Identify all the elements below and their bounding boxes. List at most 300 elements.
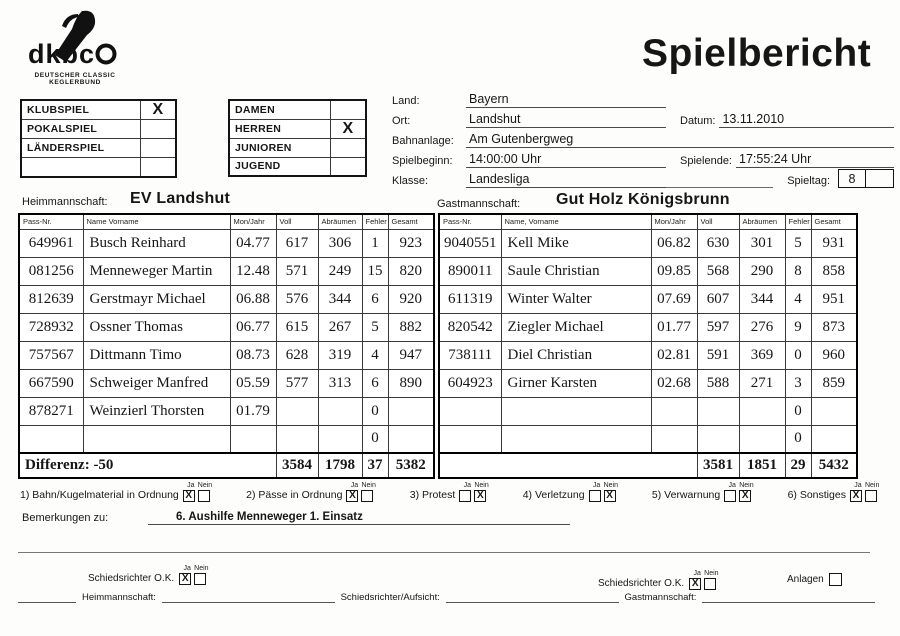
table-row bbox=[439, 425, 857, 453]
datum-value: 13.11.2010 bbox=[719, 112, 894, 128]
cell-ges: 873 bbox=[811, 313, 857, 341]
checkbox-boxes bbox=[850, 490, 880, 502]
nein-mini-label: Nein bbox=[704, 570, 719, 577]
column-header: Name Vorname bbox=[83, 214, 230, 229]
home-score-table bbox=[18, 213, 435, 479]
total-abraeumen: 1798 bbox=[318, 453, 362, 478]
cell-feh: 4 bbox=[785, 285, 811, 313]
differenz-cell: Differenz: -50 bbox=[19, 453, 276, 478]
cell-name: Gerstmayr Michael bbox=[83, 285, 230, 313]
ja-checkbox[interactable] bbox=[589, 490, 601, 502]
signature-line-referee[interactable] bbox=[446, 591, 619, 603]
question-item-2 bbox=[246, 482, 376, 502]
cell-abr bbox=[318, 397, 362, 425]
total-abraeumen: 1851 bbox=[739, 453, 785, 478]
bahnanlage-label: Bahnanlage: bbox=[392, 135, 454, 147]
cell-ges: 859 bbox=[811, 369, 857, 397]
ja-mini-label: Ja bbox=[592, 482, 601, 489]
table-row bbox=[19, 397, 434, 425]
cell-name: Kell Mike bbox=[501, 229, 651, 257]
row-label: JUGEND bbox=[229, 157, 331, 176]
cell-pass: 738111 bbox=[439, 341, 501, 369]
ja-nein-checkbox-pair bbox=[183, 482, 213, 502]
divider bbox=[666, 178, 773, 188]
logo-text-line2: KEGLERBUND bbox=[49, 79, 101, 86]
cell-name bbox=[501, 425, 651, 453]
cell-name bbox=[501, 397, 651, 425]
cell-feh: 1 bbox=[362, 229, 388, 257]
row-checkbox-cell[interactable] bbox=[331, 157, 366, 176]
land-label: Land: bbox=[392, 95, 420, 107]
cell-abr: 249 bbox=[318, 257, 362, 285]
question-item-4 bbox=[523, 482, 619, 502]
cell-pass: 604923 bbox=[439, 369, 501, 397]
ja-checkbox[interactable] bbox=[724, 490, 736, 502]
bahnanlage-value: Am Gutenbergweg bbox=[466, 132, 894, 148]
ja-nein-mini-labels bbox=[689, 570, 719, 578]
cell-voll: 568 bbox=[697, 257, 739, 285]
anlagen-row bbox=[787, 573, 842, 586]
table-row bbox=[19, 425, 434, 453]
total-voll: 3581 bbox=[697, 453, 739, 478]
cell-mon: 02.68 bbox=[651, 369, 697, 397]
totals-row bbox=[19, 453, 434, 478]
referee-ok-left bbox=[88, 565, 209, 585]
info-row-spielbeginn bbox=[392, 150, 894, 168]
cell-ges: 923 bbox=[388, 229, 434, 257]
cell-pass: 820542 bbox=[439, 313, 501, 341]
question-label: 3) Protest bbox=[409, 489, 456, 501]
kegler-pin-icon bbox=[20, 10, 124, 72]
referee-ok-right bbox=[598, 570, 719, 590]
remarks-label: Bemerkungen zu: bbox=[22, 512, 109, 524]
question-label: 4) Verletzung bbox=[522, 489, 585, 501]
checkbox-table-row bbox=[21, 158, 176, 177]
home-team-label: Heimmannschaft: bbox=[22, 196, 108, 208]
guest-score-table bbox=[438, 213, 858, 479]
row-label: HERREN bbox=[229, 119, 331, 138]
cell-ges bbox=[388, 397, 434, 425]
spieltag-value: 8 bbox=[839, 170, 866, 187]
signature-line-guest[interactable] bbox=[702, 591, 875, 603]
cell-pass: 812639 bbox=[19, 285, 83, 313]
checkbox-table-row bbox=[21, 100, 176, 120]
cell-abr bbox=[318, 425, 362, 453]
spieltag-box bbox=[838, 169, 894, 188]
cell-abr: 344 bbox=[739, 285, 785, 313]
cell-feh: 15 bbox=[362, 257, 388, 285]
nein-checkbox[interactable]: X bbox=[739, 490, 751, 502]
checkbox-table-row bbox=[229, 119, 366, 138]
sign-referee-label: Schiedsrichter/Aufsicht: bbox=[340, 592, 440, 603]
dkbc-logo bbox=[20, 10, 140, 86]
questions-row bbox=[20, 482, 880, 502]
land-value: Bayern bbox=[466, 92, 666, 108]
signature-row bbox=[18, 591, 875, 603]
nein-checkbox[interactable] bbox=[865, 490, 877, 502]
row-checkbox-cell[interactable] bbox=[331, 138, 366, 157]
cell-pass: 649961 bbox=[19, 229, 83, 257]
cell-mon: 01.77 bbox=[651, 313, 697, 341]
cell-feh: 6 bbox=[362, 285, 388, 313]
cell-feh: 9 bbox=[785, 313, 811, 341]
signature-line-home[interactable] bbox=[162, 591, 335, 603]
ort-label: Ort: bbox=[392, 115, 411, 127]
spielende-value: 17:55:24 Uhr bbox=[736, 152, 894, 168]
signature-line bbox=[18, 591, 76, 603]
row-checkbox-cell[interactable]: X bbox=[331, 119, 366, 138]
column-header: Voll bbox=[276, 214, 318, 229]
cell-ges: 890 bbox=[388, 369, 434, 397]
anlagen-checkbox[interactable] bbox=[829, 573, 842, 586]
cell-ges: 951 bbox=[811, 285, 857, 313]
datum-label: Datum: bbox=[680, 115, 716, 127]
cell-voll: 617 bbox=[276, 229, 318, 257]
nein-mini-label: Nein bbox=[361, 482, 376, 489]
cell-feh: 0 bbox=[362, 397, 388, 425]
checkbox-boxes bbox=[183, 490, 213, 502]
nein-checkbox[interactable] bbox=[704, 578, 716, 590]
cell-pass: 757567 bbox=[19, 341, 83, 369]
nein-checkbox[interactable] bbox=[198, 490, 210, 502]
cell-ges bbox=[811, 425, 857, 453]
score-tables bbox=[18, 213, 858, 479]
checkbox-boxes bbox=[346, 490, 376, 502]
cell-name: Dittmann Timo bbox=[83, 341, 230, 369]
checkbox-boxes bbox=[689, 578, 719, 590]
sign-home-label: Heimmannschaft: bbox=[82, 592, 156, 603]
column-header: Gesamt bbox=[388, 214, 434, 229]
table-row bbox=[439, 313, 857, 341]
cell-voll: 615 bbox=[276, 313, 318, 341]
column-header: Abräumen bbox=[739, 214, 785, 229]
category-table bbox=[228, 99, 367, 177]
spieltag-empty-cell bbox=[866, 170, 893, 187]
nein-checkbox[interactable]: X bbox=[474, 490, 486, 502]
total-gesamt: 5382 bbox=[388, 453, 434, 478]
cell-mon bbox=[651, 397, 697, 425]
table-row bbox=[439, 229, 857, 257]
referee-ok-right-label: Schiedsrichter O.K. bbox=[598, 578, 685, 589]
question-label: 2) Pässe in Ordnung bbox=[246, 489, 343, 501]
cell-name: Diel Christian bbox=[501, 341, 651, 369]
cell-voll: 607 bbox=[697, 285, 739, 313]
table-row bbox=[439, 397, 857, 425]
cell-voll bbox=[276, 397, 318, 425]
row-label: JUNIOREN bbox=[229, 138, 331, 157]
column-header: Voll bbox=[697, 214, 739, 229]
cell-feh: 5 bbox=[362, 313, 388, 341]
cell-voll: 576 bbox=[276, 285, 318, 313]
cell-abr: 369 bbox=[739, 341, 785, 369]
cell-mon: 07.69 bbox=[651, 285, 697, 313]
match-info bbox=[392, 90, 894, 190]
cell-mon bbox=[651, 425, 697, 453]
cell-abr bbox=[739, 397, 785, 425]
cell-pass: 9040551 bbox=[439, 229, 501, 257]
cell-ges: 882 bbox=[388, 313, 434, 341]
ja-nein-checkbox-pair bbox=[689, 570, 719, 590]
cell-voll: 630 bbox=[697, 229, 739, 257]
ja-checkbox[interactable]: X bbox=[346, 490, 358, 502]
cell-name: Schweiger Manfred bbox=[83, 369, 230, 397]
info-row-bahnanlage bbox=[392, 130, 894, 148]
checkbox-table-row bbox=[21, 120, 176, 139]
page-title: Spielbericht bbox=[642, 32, 872, 75]
ja-checkbox[interactable]: X bbox=[179, 573, 191, 585]
cell-mon: 01.79 bbox=[230, 397, 276, 425]
ja-nein-mini-labels bbox=[724, 482, 754, 490]
nein-mini-label: Nein bbox=[864, 482, 880, 489]
cell-ges bbox=[811, 397, 857, 425]
cell-ges: 858 bbox=[811, 257, 857, 285]
cell-feh: 4 bbox=[362, 341, 388, 369]
home-team-name: EV Landshut bbox=[130, 190, 230, 207]
table-row bbox=[439, 341, 857, 369]
cell-voll bbox=[276, 425, 318, 453]
cell-mon: 02.81 bbox=[651, 341, 697, 369]
row-label: LÄNDERSPIEL bbox=[21, 139, 141, 158]
spielbeginn-label: Spielbeginn: bbox=[392, 155, 453, 167]
cell-ges: 920 bbox=[388, 285, 434, 313]
ja-nein-mini-labels bbox=[589, 482, 619, 490]
column-header: Name, Vorname bbox=[501, 214, 651, 229]
ja-checkbox[interactable] bbox=[459, 490, 471, 502]
cell-mon: 06.88 bbox=[230, 285, 276, 313]
cell-feh: 0 bbox=[785, 341, 811, 369]
blank-remarks-line bbox=[18, 541, 870, 553]
cell-name: Weinzierl Thorsten bbox=[83, 397, 230, 425]
cell-pass bbox=[19, 425, 83, 453]
ja-checkbox[interactable]: X bbox=[689, 578, 701, 590]
cell-name: Busch Reinhard bbox=[83, 229, 230, 257]
spieltag-label: Spieltag: bbox=[787, 175, 830, 187]
ja-nein-checkbox-pair bbox=[589, 482, 619, 502]
cell-voll: 577 bbox=[276, 369, 318, 397]
ja-mini-label: Ja bbox=[854, 482, 862, 489]
match-type-table bbox=[20, 99, 177, 178]
checkbox-boxes bbox=[589, 490, 619, 502]
cell-voll: 571 bbox=[276, 257, 318, 285]
checkbox-table-row bbox=[21, 139, 176, 158]
cell-abr: 313 bbox=[318, 369, 362, 397]
cell-feh: 0 bbox=[785, 425, 811, 453]
column-header: Fehler bbox=[785, 214, 811, 229]
row-label: POKALSPIEL bbox=[21, 120, 141, 139]
cell-name bbox=[83, 425, 230, 453]
nein-mini-label: Nein bbox=[194, 565, 209, 572]
ort-value: Landshut bbox=[466, 112, 666, 128]
nein-checkbox[interactable] bbox=[194, 573, 206, 585]
cell-pass bbox=[439, 425, 501, 453]
cell-voll: 597 bbox=[697, 313, 739, 341]
cell-ges: 931 bbox=[811, 229, 857, 257]
ja-nein-checkbox-pair bbox=[179, 565, 209, 585]
cell-ges: 960 bbox=[811, 341, 857, 369]
ja-nein-mini-labels bbox=[459, 482, 489, 490]
ja-nein-checkbox-pair bbox=[459, 482, 489, 502]
cell-mon: 12.48 bbox=[230, 257, 276, 285]
question-item-6 bbox=[788, 482, 880, 502]
nein-mini-label: Nein bbox=[603, 482, 618, 489]
cell-abr: 344 bbox=[318, 285, 362, 313]
ja-nein-mini-labels bbox=[183, 482, 213, 490]
anlagen-label: Anlagen bbox=[787, 574, 824, 585]
klasse-value: Landesliga bbox=[466, 172, 666, 188]
totals-row bbox=[439, 453, 857, 478]
table-row bbox=[439, 369, 857, 397]
column-header: Pass-Nr. bbox=[439, 214, 501, 229]
cell-abr: 319 bbox=[318, 341, 362, 369]
ja-checkbox[interactable]: X bbox=[850, 490, 862, 502]
question-label: 1) Bahn/Kugelmaterial in Ordnung bbox=[20, 489, 179, 501]
table-row bbox=[19, 229, 434, 257]
nein-checkbox[interactable]: X bbox=[604, 490, 616, 502]
cell-pass: 611319 bbox=[439, 285, 501, 313]
cell-pass: 667590 bbox=[19, 369, 83, 397]
checkbox-boxes bbox=[724, 490, 754, 502]
ja-mini-label: Ja bbox=[350, 482, 359, 489]
nein-checkbox[interactable] bbox=[361, 490, 373, 502]
ja-mini-label: Ja bbox=[728, 482, 736, 489]
cell-voll bbox=[697, 425, 739, 453]
cell-voll bbox=[697, 397, 739, 425]
ja-nein-checkbox-pair bbox=[346, 482, 376, 502]
table-row bbox=[439, 285, 857, 313]
cell-voll: 628 bbox=[276, 341, 318, 369]
cell-abr: 271 bbox=[739, 369, 785, 397]
checkbox-table-row bbox=[229, 100, 366, 119]
row-checkbox-cell[interactable] bbox=[331, 100, 366, 119]
cell-feh: 6 bbox=[362, 369, 388, 397]
cell-name: Ossner Thomas bbox=[83, 313, 230, 341]
score-table-header-row bbox=[439, 214, 857, 229]
referee-ok-right-boxes bbox=[689, 570, 719, 590]
cell-mon: 09.85 bbox=[651, 257, 697, 285]
differenz-cell bbox=[439, 453, 697, 478]
ja-nein-mini-labels bbox=[346, 482, 376, 490]
cell-ges: 947 bbox=[388, 341, 434, 369]
svg-text:dkbc: dkbc bbox=[28, 39, 96, 69]
cell-mon bbox=[230, 425, 276, 453]
row-checkbox-cell[interactable]: X bbox=[141, 100, 176, 120]
total-fehler: 29 bbox=[785, 453, 811, 478]
cell-pass bbox=[439, 397, 501, 425]
row-checkbox-cell[interactable] bbox=[141, 139, 176, 158]
cell-pass: 890011 bbox=[439, 257, 501, 285]
remarks-text: 6. Aushilfe Menneweger 1. Einsatz bbox=[148, 511, 570, 525]
checkbox-boxes bbox=[459, 490, 489, 502]
total-fehler: 37 bbox=[362, 453, 388, 478]
cell-pass: 081256 bbox=[19, 257, 83, 285]
cell-name: Saule Christian bbox=[501, 257, 651, 285]
logo-text-line1: DEUTSCHER CLASSIC bbox=[34, 72, 116, 79]
cell-feh: 5 bbox=[785, 229, 811, 257]
row-label: DAMEN bbox=[229, 100, 331, 119]
table-row bbox=[19, 285, 434, 313]
spielbeginn-value: 14:00:00 Uhr bbox=[466, 152, 666, 168]
cell-mon: 06.82 bbox=[651, 229, 697, 257]
cell-voll: 588 bbox=[697, 369, 739, 397]
spielende-label: Spielende: bbox=[680, 155, 732, 167]
cell-mon: 06.77 bbox=[230, 313, 276, 341]
question-label: 5) Verwarnung bbox=[651, 489, 721, 501]
cell-voll: 591 bbox=[697, 341, 739, 369]
cell-abr: 290 bbox=[739, 257, 785, 285]
cell-mon: 08.73 bbox=[230, 341, 276, 369]
table-row bbox=[19, 341, 434, 369]
checkbox-table-row bbox=[229, 157, 366, 176]
cell-mon: 04.77 bbox=[230, 229, 276, 257]
question-item-1 bbox=[20, 482, 213, 502]
ja-nein-checkbox-pair bbox=[850, 482, 880, 502]
checkbox-boxes bbox=[179, 573, 209, 585]
question-label: 6) Sonstiges bbox=[787, 489, 846, 501]
cell-abr: 276 bbox=[739, 313, 785, 341]
column-header: Abräumen bbox=[318, 214, 362, 229]
cell-abr: 306 bbox=[318, 229, 362, 257]
ja-mini-label: Ja bbox=[187, 482, 195, 489]
nein-mini-label: Nein bbox=[739, 482, 754, 489]
cell-name: Girner Karsten bbox=[501, 369, 651, 397]
cell-name: Winter Walter bbox=[501, 285, 651, 313]
sign-guest-label: Gastmannschaft: bbox=[624, 592, 697, 603]
table-row bbox=[439, 257, 857, 285]
ja-mini-label: Ja bbox=[693, 570, 701, 577]
info-row-ort bbox=[392, 110, 894, 128]
row-label: KLUBSPIEL bbox=[21, 100, 141, 120]
cell-abr: 267 bbox=[318, 313, 362, 341]
cell-pass: 878271 bbox=[19, 397, 83, 425]
referee-ok-left-label: Schiedsrichter O.K. bbox=[88, 573, 175, 584]
info-row-klasse bbox=[392, 170, 894, 188]
ja-checkbox[interactable]: X bbox=[183, 490, 195, 502]
score-table-header-row bbox=[19, 214, 434, 229]
ja-mini-label: Ja bbox=[463, 482, 472, 489]
cell-name: Menneweger Martin bbox=[83, 257, 230, 285]
row-checkbox-cell[interactable] bbox=[141, 120, 176, 139]
ja-nein-mini-labels bbox=[179, 565, 209, 573]
nein-mini-label: Nein bbox=[197, 482, 213, 489]
table-row bbox=[19, 313, 434, 341]
ja-nein-checkbox-pair bbox=[724, 482, 754, 502]
cell-pass: 728932 bbox=[19, 313, 83, 341]
nein-mini-label: Nein bbox=[474, 482, 489, 489]
ja-nein-mini-labels bbox=[850, 482, 880, 490]
remarks-row bbox=[22, 511, 570, 525]
column-header: Mon/Jahr bbox=[651, 214, 697, 229]
row-checkbox-cell[interactable] bbox=[141, 158, 176, 177]
total-voll: 3584 bbox=[276, 453, 318, 478]
question-item-3 bbox=[410, 482, 490, 502]
cell-feh: 0 bbox=[785, 397, 811, 425]
info-row-land bbox=[392, 90, 894, 108]
referee-ok-left-boxes bbox=[179, 565, 209, 585]
cell-feh: 8 bbox=[785, 257, 811, 285]
table-row bbox=[19, 257, 434, 285]
cell-abr bbox=[739, 425, 785, 453]
cell-feh: 0 bbox=[362, 425, 388, 453]
cell-ges bbox=[388, 425, 434, 453]
cell-abr: 301 bbox=[739, 229, 785, 257]
column-header: Gesamt bbox=[811, 214, 857, 229]
guest-team-label: Gastmannschaft: bbox=[437, 198, 521, 210]
klasse-label: Klasse: bbox=[392, 175, 429, 187]
cell-mon: 05.59 bbox=[230, 369, 276, 397]
table-row bbox=[19, 369, 434, 397]
cell-ges: 820 bbox=[388, 257, 434, 285]
question-item-5 bbox=[652, 482, 754, 502]
